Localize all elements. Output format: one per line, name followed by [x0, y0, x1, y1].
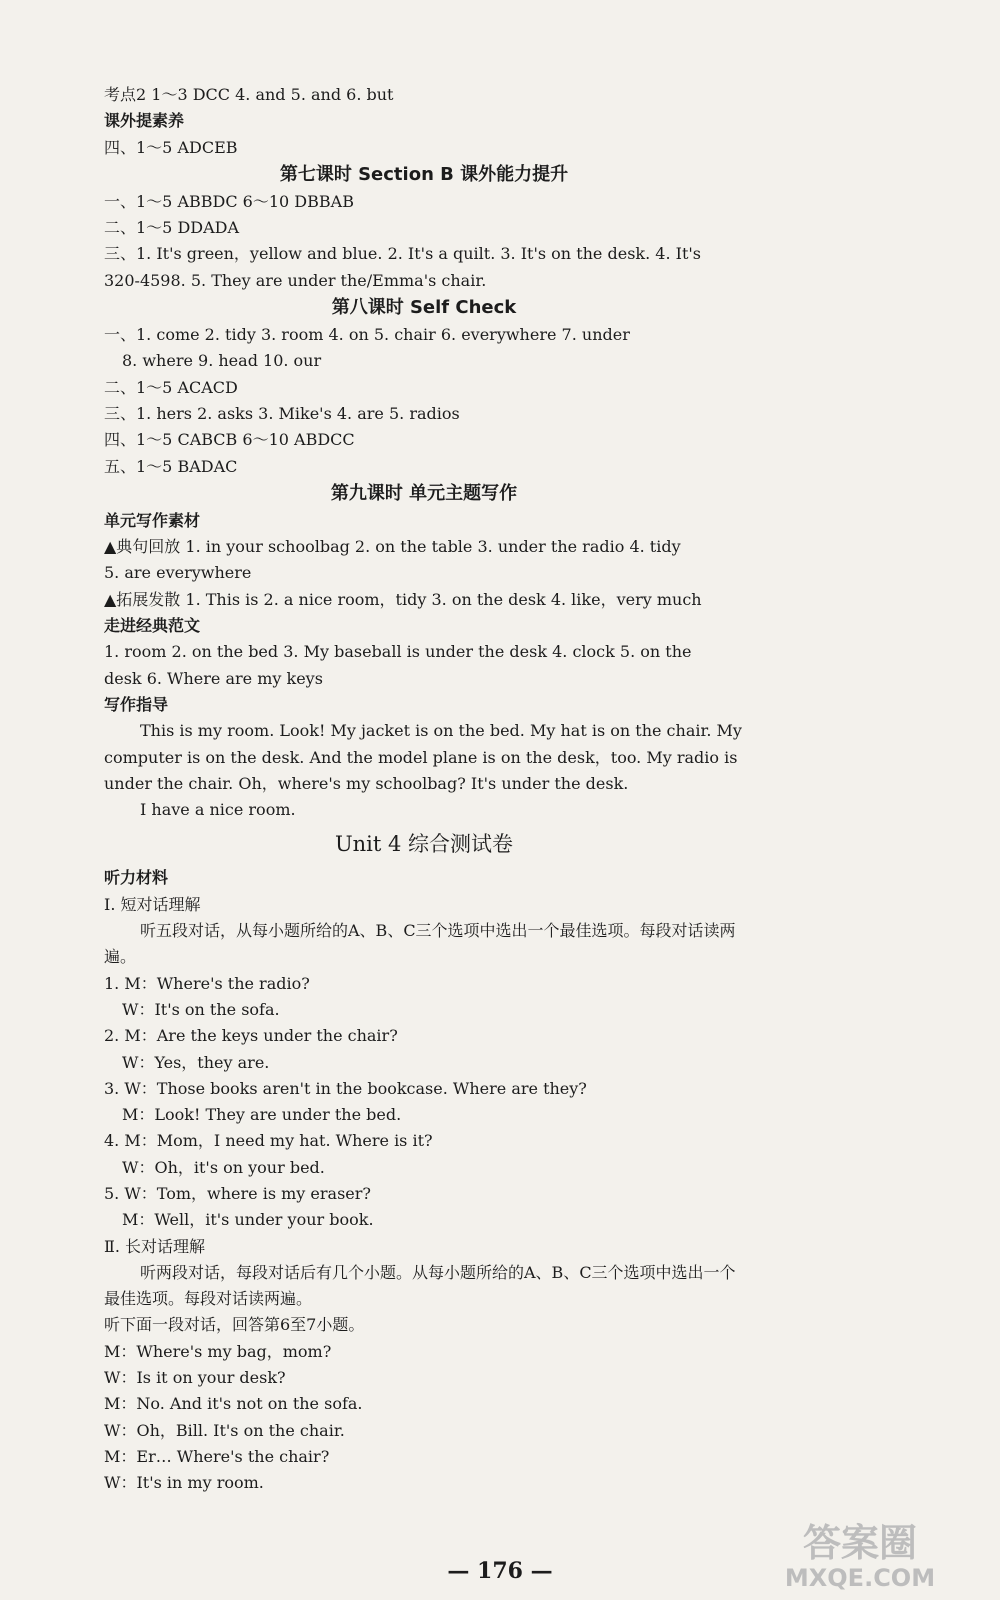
dialogue-line: W：It's in my room.: [104, 1473, 264, 1493]
answer-line: ▲拓展发散 1. This is 2. a nice room，tidy 3. on the desk 4. like，very much: [104, 589, 702, 609]
section-label: 走进经典范文: [104, 616, 201, 636]
answer-line: 三、1. hers 2. asks 3. Mike's 4. are 5. radios: [104, 403, 460, 423]
answer-line: 5. are everywhere: [104, 563, 252, 583]
dialogue-line: W：Oh，it's on your bed.: [122, 1157, 325, 1177]
dialogue-line: M：Er… Where's the chair?: [104, 1446, 330, 1466]
answer-line: 8. where 9. head 10. our: [122, 351, 322, 371]
unit-test-title: Unit 4 综合测试卷: [334, 832, 514, 857]
answer-line: 1. room 2. on the bed 3. My baseball is under the desk 4. clock 5. on the: [104, 642, 692, 662]
watermark-top: 答案圈: [802, 1521, 918, 1565]
section-label: 课外提素养: [104, 111, 185, 131]
dialogue-line: 2. M：Are the keys under the chair?: [104, 1026, 398, 1046]
part-heading: Ⅱ. 长对话理解: [104, 1236, 206, 1256]
answer-line: 320-4598. 5. They are under the/Emma's chair.: [104, 270, 487, 290]
answer-line: ▲典句回放 1. in your schoolbag 2. on the table 3. under the radio 4. tidy: [104, 537, 681, 557]
answer-line: 二、1～5 DDADA: [104, 218, 240, 238]
answer-page: [104, 82, 744, 1497]
answer-line: 五、1～5 BADAC: [104, 456, 238, 476]
answer-line: 一、1. come 2. tidy 3. room 4. on 5. chair 6. everywhere 7. under: [104, 325, 630, 345]
answer-line: 一、1～5 ABBDC 6～10 DBBAB: [104, 191, 354, 211]
dialogue-line: W：Yes，they are.: [122, 1052, 270, 1072]
instructions: 听两段对话，每段对话后有几个小题。从每小题所给的A、B、C三个选项中选出一个最佳选项。每段对话读两遍。: [104, 1262, 736, 1309]
lesson-heading: 第九课时 单元主题写作: [330, 482, 518, 504]
dialogue-line: 4. M：Mom，I need my hat. Where is it?: [104, 1131, 433, 1151]
answer-line: 三、1. It's green，yellow and blue. 2. It's a quilt. 3. It's on the desk. 4. It's: [104, 244, 701, 264]
dialogue-line: 5. W：Tom，where is my eraser?: [104, 1183, 371, 1203]
page-number: — 176 —: [447, 1558, 553, 1584]
dialogue-line: M：Well，it's under your book.: [122, 1210, 374, 1230]
sample-essay: This is my room. Look! My jacket is on the bed. My hat is on the chair. My computer is on the desk. And the model plane is on the desk，too. My radio is under the chair. Oh，where's my schoolbag? It's under the desk.: [104, 721, 742, 793]
dialogue-line: W：Oh，Bill. It's on the chair.: [104, 1420, 345, 1440]
dialogue-line: W：It's on the sofa.: [122, 999, 280, 1019]
watermark-bottom: MXQE.COM: [784, 1564, 936, 1592]
answer-line: 二、1～5 ACACD: [104, 377, 238, 397]
answer-line: desk 6. Where are my keys: [104, 668, 323, 688]
sample-essay-closing: I have a nice room.: [140, 800, 296, 820]
answer-line: 考点2 1～3 DCC 4. and 5. and 6. but: [104, 85, 394, 104]
instructions: 听五段对话，从每小题所给的A、B、C三个选项中选出一个最佳选项。每段对话读两遍。: [104, 921, 736, 967]
dialogue-line: M：Where's my bag，mom?: [104, 1341, 332, 1361]
dialogue-line: 3. W：Those books aren't in the bookcase. Where are they?: [104, 1078, 587, 1098]
watermark-logo: [740, 1514, 980, 1592]
dialogue-line: 1. M：Where's the radio?: [104, 973, 310, 993]
section-label: 听力材料: [104, 868, 169, 888]
part-heading: Ⅰ. 短对话理解: [104, 894, 201, 914]
lesson-heading: 第八课时 Self Check: [331, 297, 517, 319]
dialogue-line: M：Look! They are under the bed.: [122, 1105, 402, 1125]
dialogue-line: M：No. And it's not on the sofa.: [104, 1394, 363, 1414]
section-label: 单元写作素材: [104, 510, 201, 530]
lesson-heading: 第七课时 Section B 课外能力提升: [279, 163, 569, 185]
answer-line: 四、1～5 CABCB 6～10 ABDCC: [104, 430, 355, 450]
section-label: 写作指导: [104, 694, 169, 714]
answer-line: 四、1～5 ADCEB: [104, 137, 238, 157]
instructions: 听下面一段对话，回答第6至7小题。: [104, 1315, 365, 1335]
dialogue-line: W：Is it on your desk?: [104, 1368, 286, 1388]
